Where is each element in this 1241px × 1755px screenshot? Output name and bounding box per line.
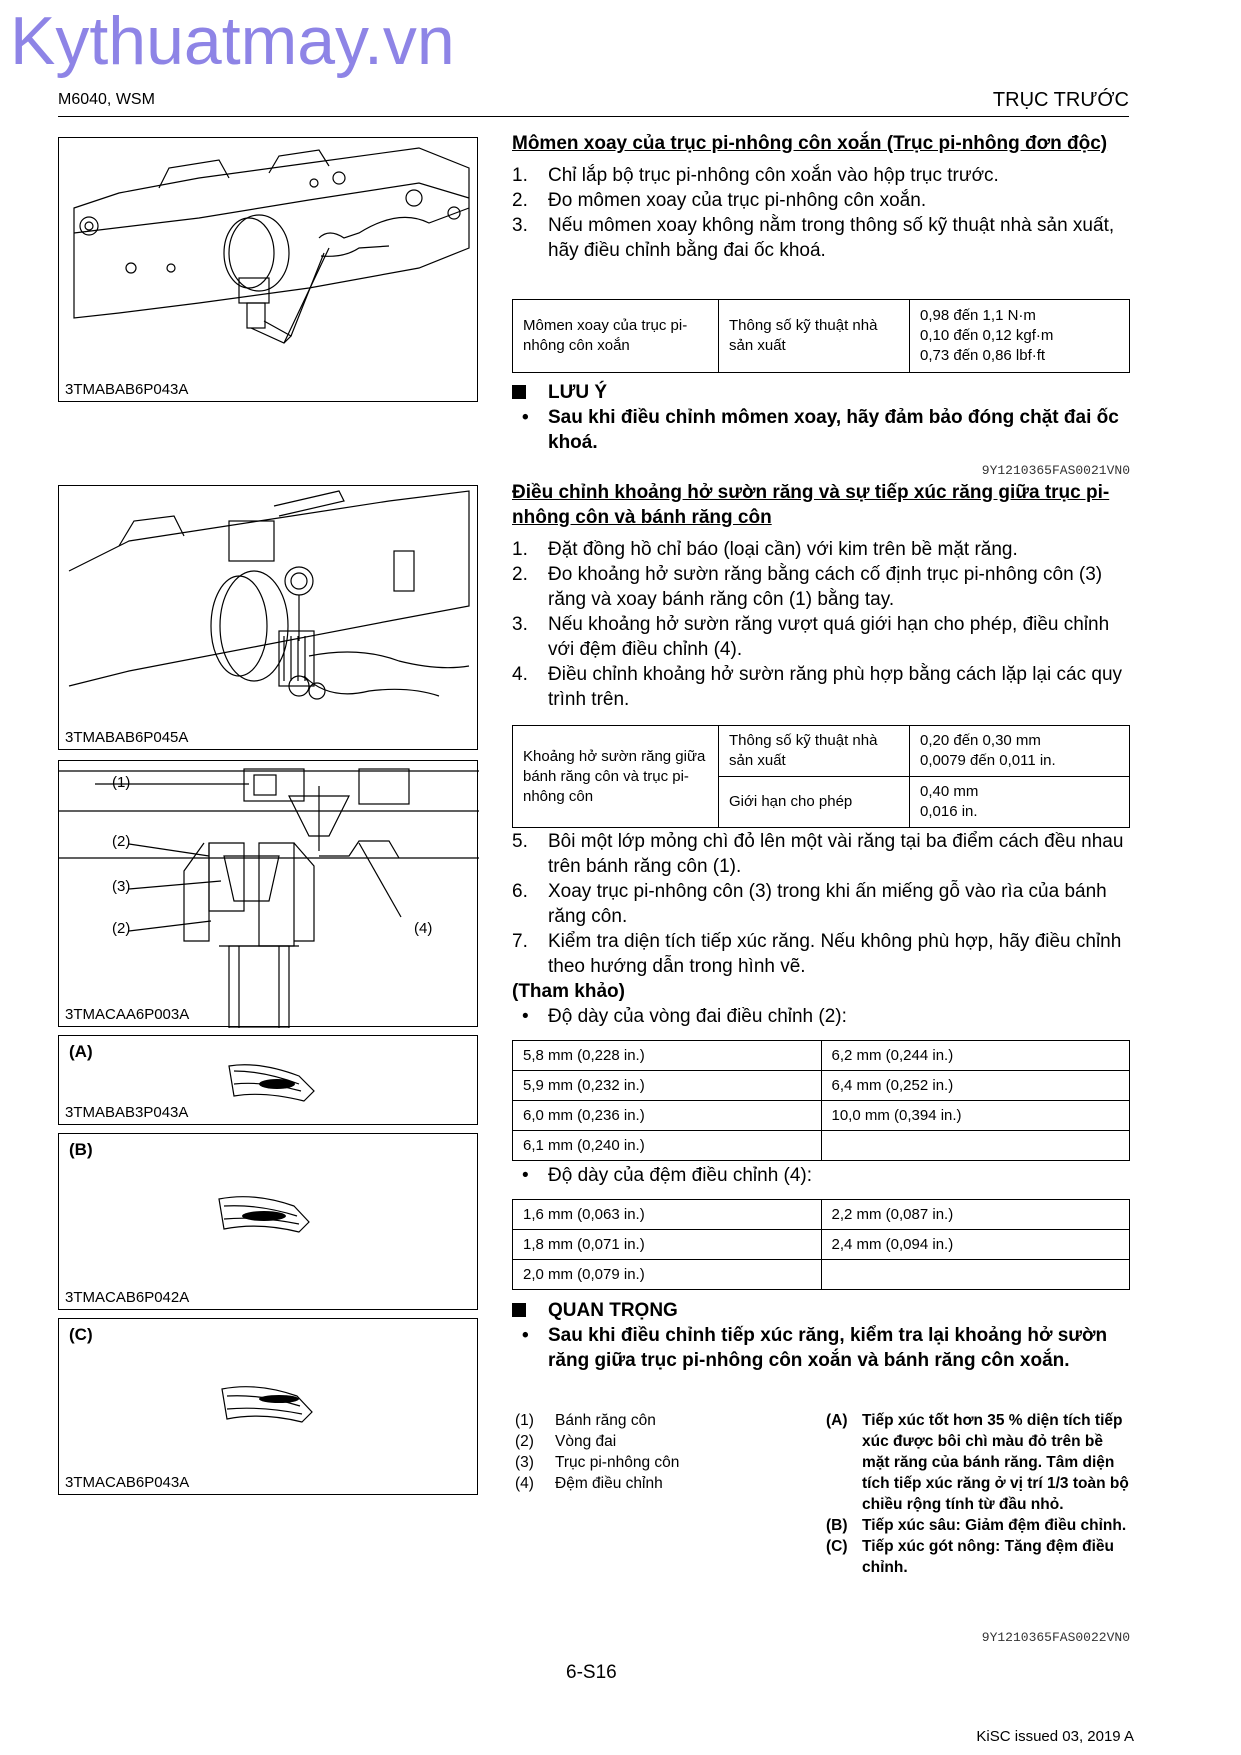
callout-2-lower: (2) [112,920,131,937]
table-row: 2,0 mm (0,079 in.) [513,1260,1130,1290]
step-item: 1. Đặt đồng hồ chỉ báo (loại cần) với kim trên bề mặt răng. [512,539,1018,560]
important-block [512,1298,1130,1373]
table-row: 6,1 mm (0,240 in.) [513,1131,1130,1161]
doc-code: 9Y1210365FAS0022VN0 [981,1630,1130,1645]
figure-caption: 3TMABAB6P043A [65,381,189,398]
legend-item: (B) Tiếp xúc sâu: Giảm đệm điều chỉnh. [826,1517,1127,1534]
step-item: 6. Xoay trục pi-nhông côn (3) trong khi ấn miếng gỗ vào rìa của bánh răng côn. [512,881,1107,927]
important-text: • Sau khi điều chỉnh tiếp xúc răng, kiểm tra lại khoảng hở sườn răng giữa trục pi-nhông côn xoắn và bánh răng côn xoắn. [522,1325,1108,1371]
step-item: 4. Điều chỉnh khoảng hở sườn răng phù hợp bằng cách lặp lại các quy trình trên. [512,664,1123,710]
step-item: 2. Đo mômen xoay của trục pi-nhông côn xoắn. [512,190,927,211]
legend-item: (C) Tiếp xúc gót nông: Tăng đệm điều chỉnh. [826,1538,1115,1576]
header-model: M6040, WSM [58,91,155,108]
step-item: 5. Bôi một lớp mỏng chì đỏ lên một vài răng tại ba điểm cách đều nhau trên bánh răng côn (1). [512,831,1124,877]
section-backlash [512,480,1130,712]
note-text: • Sau khi điều chỉnh mômen xoay, hãy đảm bảo đóng chặt đai ốc khoá. [522,407,1119,453]
step-item: 3. Nếu mômen xoay không nằm trong thông số kỹ thuật nhà sản xuất, hãy điều chỉnh bằng đai ốc khoá. [512,215,1115,261]
limit-values: 0,40 mm 0,016 in. [910,777,1130,828]
spec-item: Mômen xoay của trục pi-nhông côn xoắn [513,300,719,373]
step-item: 2. Đo khoảng hở sườn răng bằng cách cố định trục pi-nhông côn (3) răng và xoay bánh răng côn (1) bằng tay. [512,564,1103,610]
shim-thickness-table [512,1199,1130,1290]
figure-contact-c [58,1318,478,1495]
callout-1: (1) [112,774,131,791]
spec-label: Thông số kỹ thuật nhà sản xuất [719,726,910,777]
collar-thickness-table [512,1040,1130,1161]
steps-continued [512,829,1130,1029]
note-title: LƯU Ý [512,380,1130,405]
table-row: 1,6 mm (0,063 in.) 2,2 mm (0,087 in.) [513,1200,1130,1230]
spec-values: 0,98 đến 1,1 N·m 0,10 đến 0,12 kgf·m 0,73 đến 0,86 lbf·ft [910,300,1130,373]
legend-letters [826,1410,1130,1578]
spec-label: Thông số kỹ thuật nhà sản xuất [719,300,910,373]
figure-backlash-measure [58,485,478,750]
page-number: 6-S16 [566,1662,617,1683]
spec-item: Khoảng hở sườn răng giữa bánh răng côn và trục pi-nhông côn [513,726,719,828]
legend-item: (A) Tiếp xúc tốt hơn 35 % diện tích tiếp xúc được bôi chì màu đỏ trên bề mặt răng của bánh răng. Tâm diện tích tiếp xúc răng ở vị trí 1/3 toàn bộ chiều rộng tính từ đầu nhỏ. [826,1412,1129,1513]
tooth-contact-deep [59,1134,479,1311]
backlash-measure-illustration [59,486,479,751]
step-item: 3. Nếu khoảng hở sườn răng vượt quá giới hạn cho phép, điều chỉnh với đệm điều chỉnh (4). [512,614,1110,660]
figure-label: (C) [69,1325,93,1344]
figure-contact-b [58,1133,478,1310]
figure-caption: 3TMACAB6P043A [65,1474,190,1491]
issue-info: KiSC issued 03, 2019 A [976,1728,1134,1745]
step-item: 7. Kiểm tra diện tích tiếp xúc răng. Nếu không phù hợp, hãy điều chỉnh theo hướng dẫn trong hình vẽ. [512,931,1122,977]
figure-contact-a [58,1035,478,1125]
section-pinion-torque [512,131,1130,263]
steps-list [512,537,1130,712]
steps-list [512,163,1130,263]
reference-title: (Tham khảo) [512,981,625,1002]
section-title: Mômen xoay của trục pi-nhông côn xoắn (Trục pi-nhông đơn độc) [512,133,1108,154]
header-section-title: TRỤC TRƯỚC [992,89,1129,111]
figure-pinion-torque [58,137,478,402]
steps-list [512,829,1130,979]
callout-4: (4) [414,920,433,937]
figure-caption: 3TMABAB6P045A [65,729,189,746]
watermark: Kythuatmay.vn [10,3,455,79]
legend-item: (1) Bánh răng côn [515,1412,656,1429]
figure-caption: 3TMACAB6P042A [65,1289,190,1306]
legend-item: (3) Trục pi-nhông côn [515,1454,680,1471]
pinion-torque-illustration [59,138,479,403]
figure-label: (A) [69,1042,93,1061]
table-row: 1,8 mm (0,071 in.) 2,4 mm (0,094 in.) [513,1230,1130,1260]
figure-caption: 3TMABAB3P043A [65,1104,189,1121]
legend-item: (4) Đệm điều chỉnh [515,1475,663,1492]
tooth-contact-shallow-heel [59,1319,479,1496]
spec-table-backlash [512,725,1130,828]
figure-caption: 3TMACAA6P003A [65,1006,190,1023]
spec-table-torque [512,299,1130,373]
shim-label-block [512,1163,1130,1188]
table-row: 5,8 mm (0,228 in.) 6,2 mm (0,244 in.) [513,1041,1130,1071]
callout-2-upper: (2) [112,833,131,850]
section-title: Điều chỉnh khoảng hở sườn răng và sự tiếp xúc răng giữa trục pi-nhông côn và bánh răng côn [512,482,1110,528]
table-row: 6,0 mm (0,236 in.) 10,0 mm (0,394 in.) [513,1101,1130,1131]
figure-label: (B) [69,1140,93,1159]
figure-cross-section [58,760,478,1027]
legend-item: (2) Vòng đai [515,1433,617,1450]
important-title: QUAN TRỌNG [512,1298,1130,1323]
table-row: 5,9 mm (0,232 in.) 6,4 mm (0,252 in.) [513,1071,1130,1101]
doc-code: 9Y1210365FAS0021VN0 [981,463,1130,478]
limit-label: Giới hạn cho phép [719,777,910,828]
step-item: 1. Chỉ lắp bộ trục pi-nhông côn xoắn vào hộp trục trước. [512,165,999,186]
collar-label: • Độ dày của vòng đai điều chỉnh (2): [522,1006,847,1027]
note-block [512,380,1130,483]
header-rule [58,116,1129,117]
callout-3: (3) [112,878,131,895]
spec-values: 0,20 đến 0,30 mm 0,0079 đến 0,011 in. [910,726,1130,777]
legend-numbers [515,1410,795,1494]
shim-label: • Độ dày của đệm điều chỉnh (4): [522,1165,813,1186]
